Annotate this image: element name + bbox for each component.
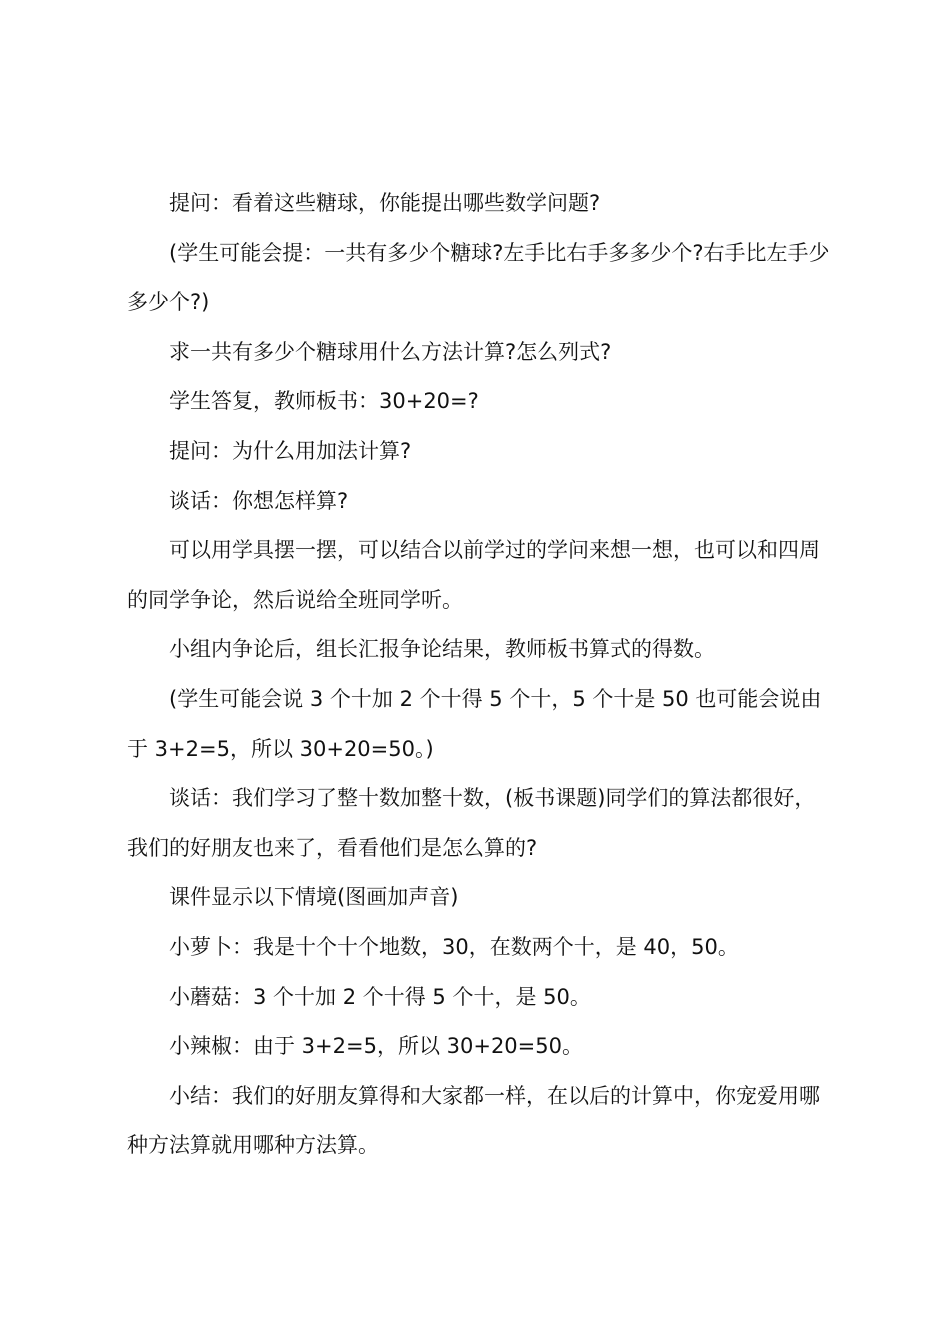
- paragraph-talk-lesson-topic: 谈话：我们学习了整十数加整十数，(板书课题)同学们的算法都很好，我们的好朋友也来了，看看他们是怎么算的?: [127, 786, 816, 860]
- paragraph-radish: 小萝卜：我是十个十个地数，30，在数两个十，是 40，50。: [169, 934, 739, 959]
- paragraph-board-equation: 学生答复，教师板书：30+20=?: [169, 389, 479, 414]
- paragraph-use-tools: 可以用学具摆一摆，可以结合以前学过的学问来想一想，也可以和四周的同学争论，然后说给全班同学听。: [127, 538, 820, 612]
- document-body: [127, 179, 833, 1171]
- paragraph-pepper: 小辣椒：由于 3+2=5，所以 30+20=50。: [169, 1034, 583, 1059]
- paragraph-mushroom: 小蘑菇：3 个十加 2 个十得 5 个十，是 50。: [169, 984, 591, 1009]
- paragraph-talk-how: 谈话：你想怎样算?: [169, 488, 349, 513]
- paragraph-question-candy: 提问：看着这些糖球，你能提出哪些数学问题?: [169, 191, 601, 215]
- paragraph-how-to-calculate: 求一共有多少个糖球用什么方法计算?怎么列式?: [169, 339, 612, 364]
- paragraph-why-addition: 提问：为什么用加法计算?: [169, 438, 412, 463]
- paragraph-summary: 小结：我们的好朋友算得和大家都一样，在以后的计算中，你宠爱用哪种方法算就用哪种方法算。: [127, 1083, 820, 1158]
- paragraph-group-discussion: 小组内争论后，组长汇报争论结果，教师板书算式的得数。: [169, 637, 715, 662]
- paragraph-student-answers: (学生可能会说 3 个十加 2 个十得 5 个十，5 个十是 50 也可能会说由于 3+2=5，所以 30+20=50。): [127, 686, 822, 761]
- paragraph-courseware-scene: 课件显示以下情境(图画加声音): [169, 885, 459, 910]
- paragraph-student-questions: (学生可能会提：一共有多少个糖球?左手比右手多多少个?右手比左手少多少个?): [127, 240, 830, 315]
